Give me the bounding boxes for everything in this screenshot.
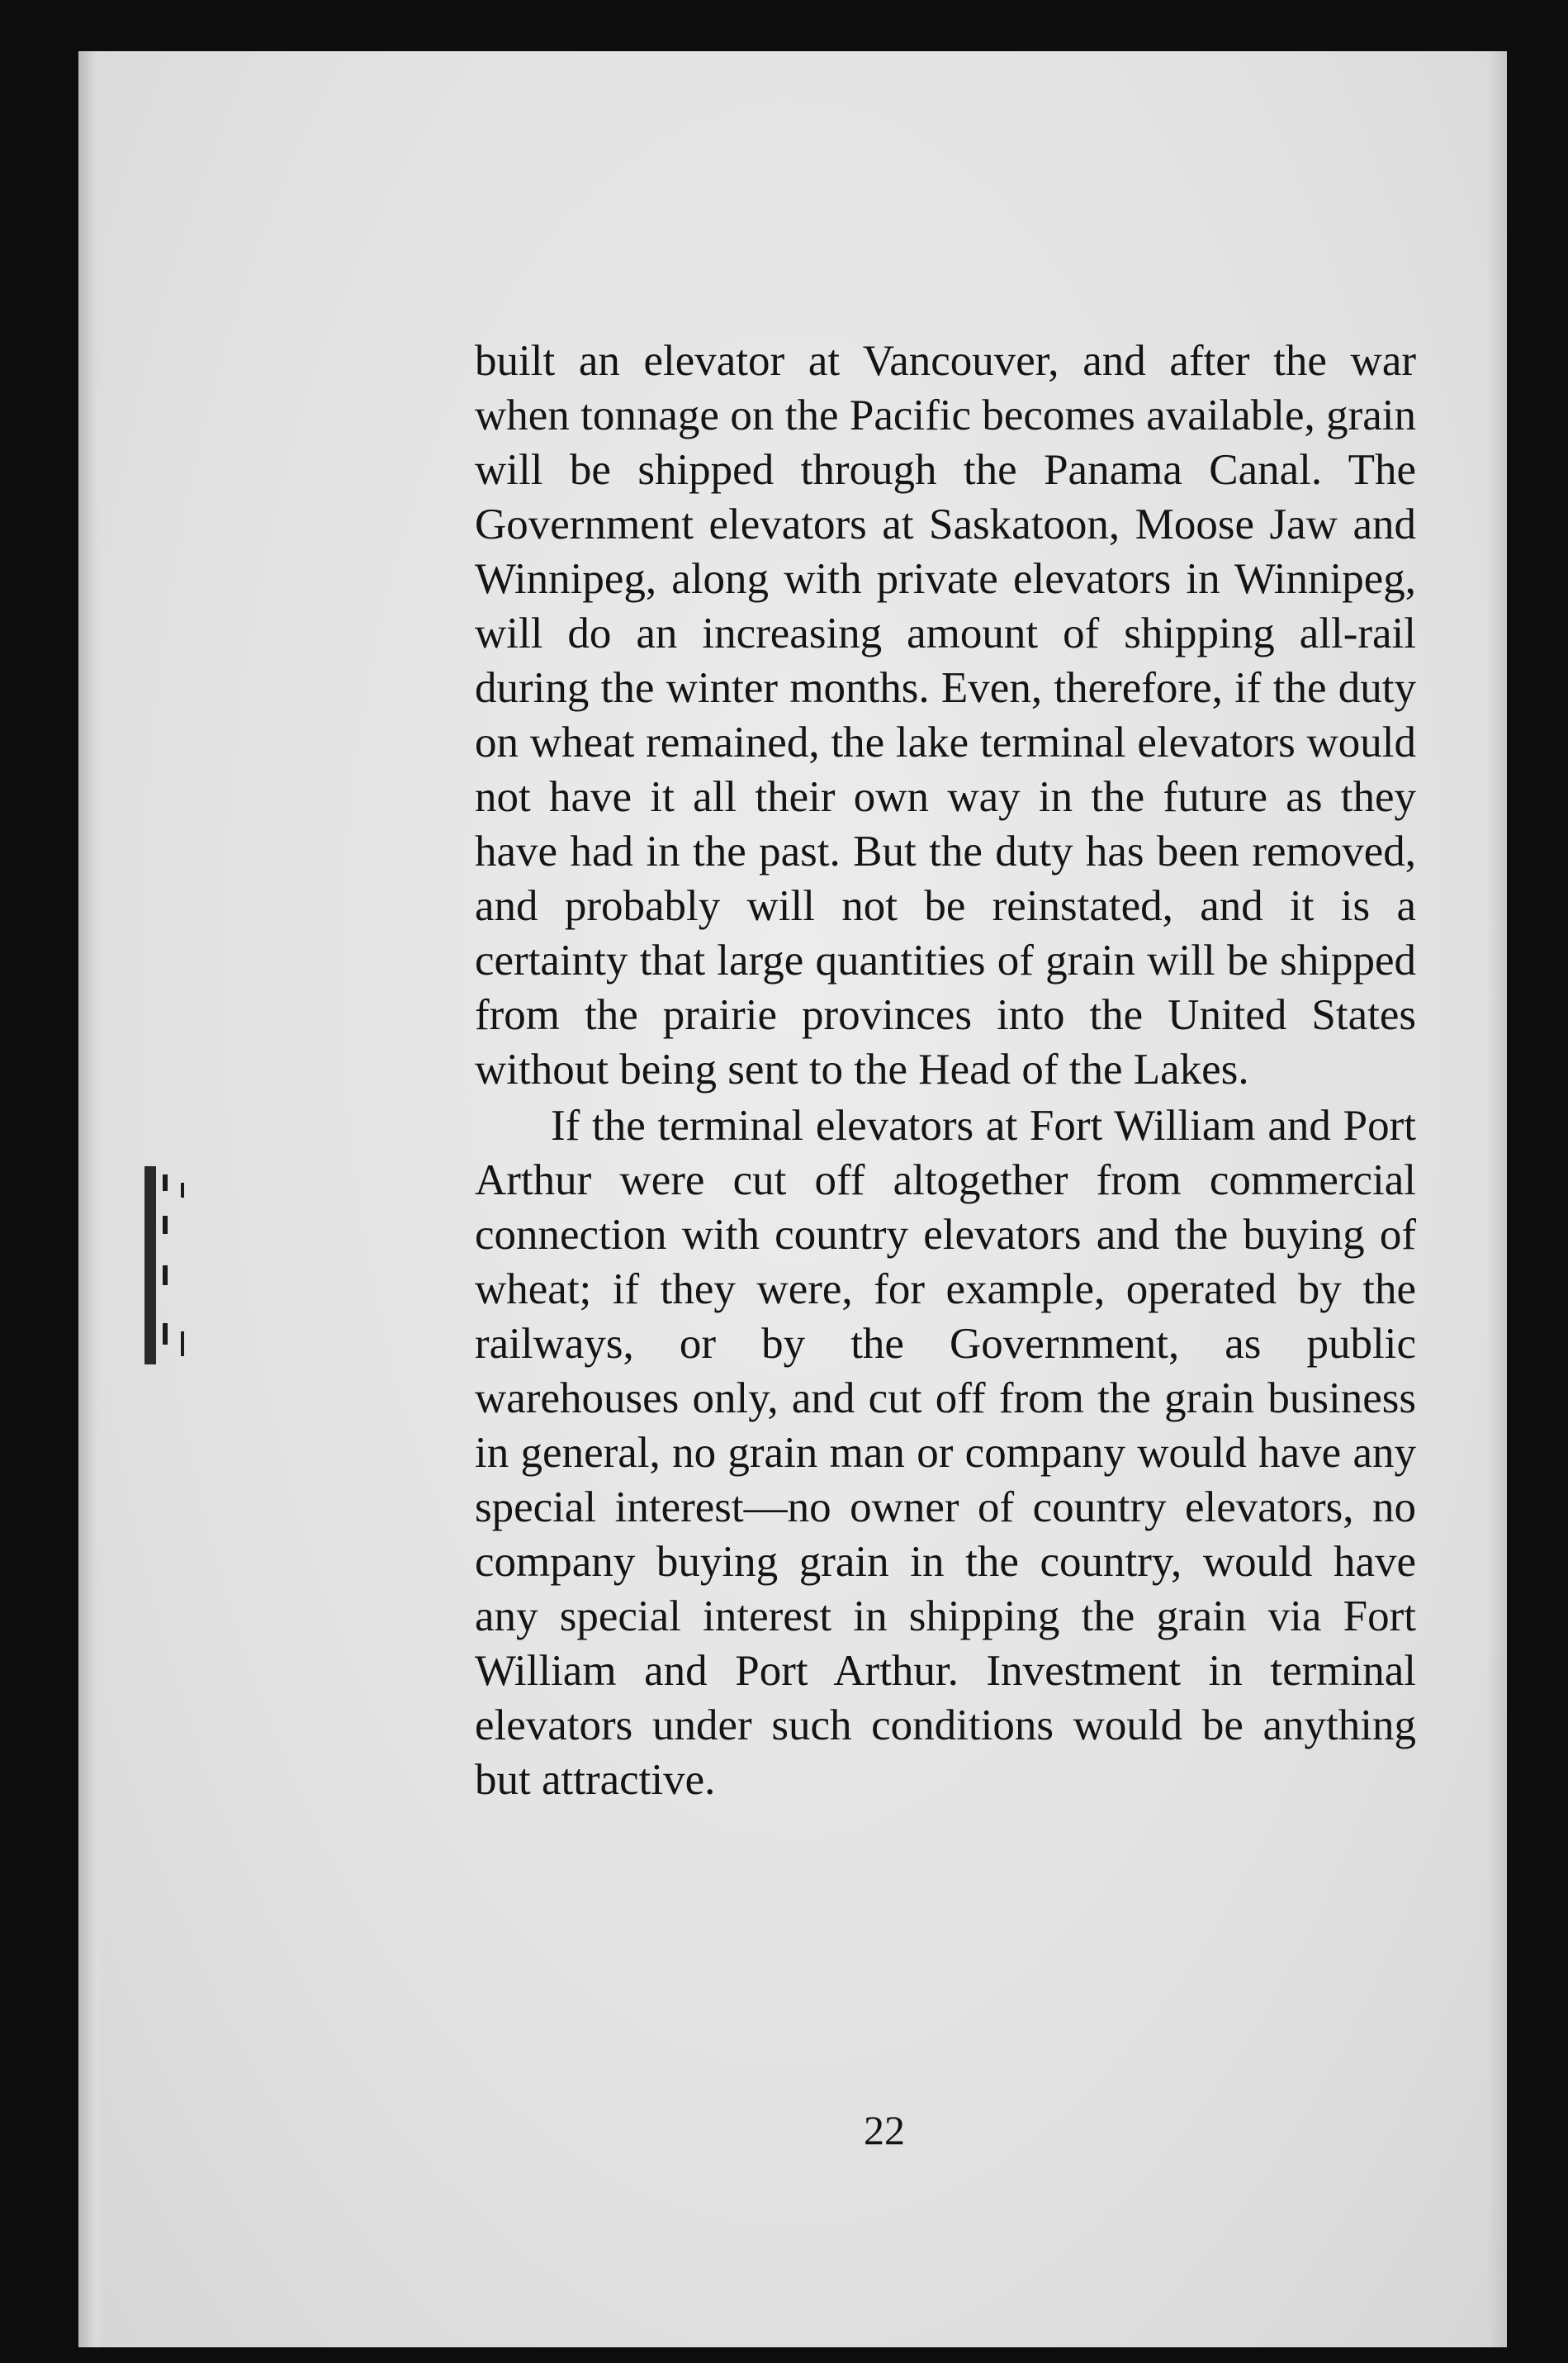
- page-number-text: 22: [864, 2107, 905, 2153]
- page-right-edge: [1487, 51, 1507, 2347]
- page-number: [78, 2106, 1507, 2154]
- paragraph-1: built an elevator at Vancouver, and after the war when tonnage on the Pacific becomes available, grain will be shipped through the Panama Canal. The Government elevators at Saskatoon, Moose Jaw and Winnipeg, along with private elevators in Winnipeg, will do an increasing amount of shipping all-rail during the winter months. Even, therefore, if the duty on wheat remained, the lake terminal elevators would not have it all their own way in the future as they have had in the past. But the duty has been removed, and probably will not be reinstated, and it is a certainty that large quantities of grain will be shipped from the prairie provinces into the United States without being sent to the Head of the Lakes.: [475, 337, 1416, 1094]
- page-binding-shadow: [78, 51, 103, 2347]
- binding-stitch-marks: [144, 1166, 219, 1364]
- paragraph-2: If the terminal elevators at Fort William and Port Arthur were cut off altogether from commercial connection with country elevators and the buying of wheat; if they were, for example, operated by the railways, or by the Government, as public warehouses only, and cut off from the grain business in general, no grain man or company would have any special interest—no owner of country elevators, no company buying grain in the country, would have any special interest in shipping the grain via Fort William and Port Arthur. Investment in terminal elevators under such conditions would be anything but attractive.: [475, 1102, 1416, 1804]
- body-text: [475, 334, 1416, 1807]
- book-page: [78, 51, 1507, 2347]
